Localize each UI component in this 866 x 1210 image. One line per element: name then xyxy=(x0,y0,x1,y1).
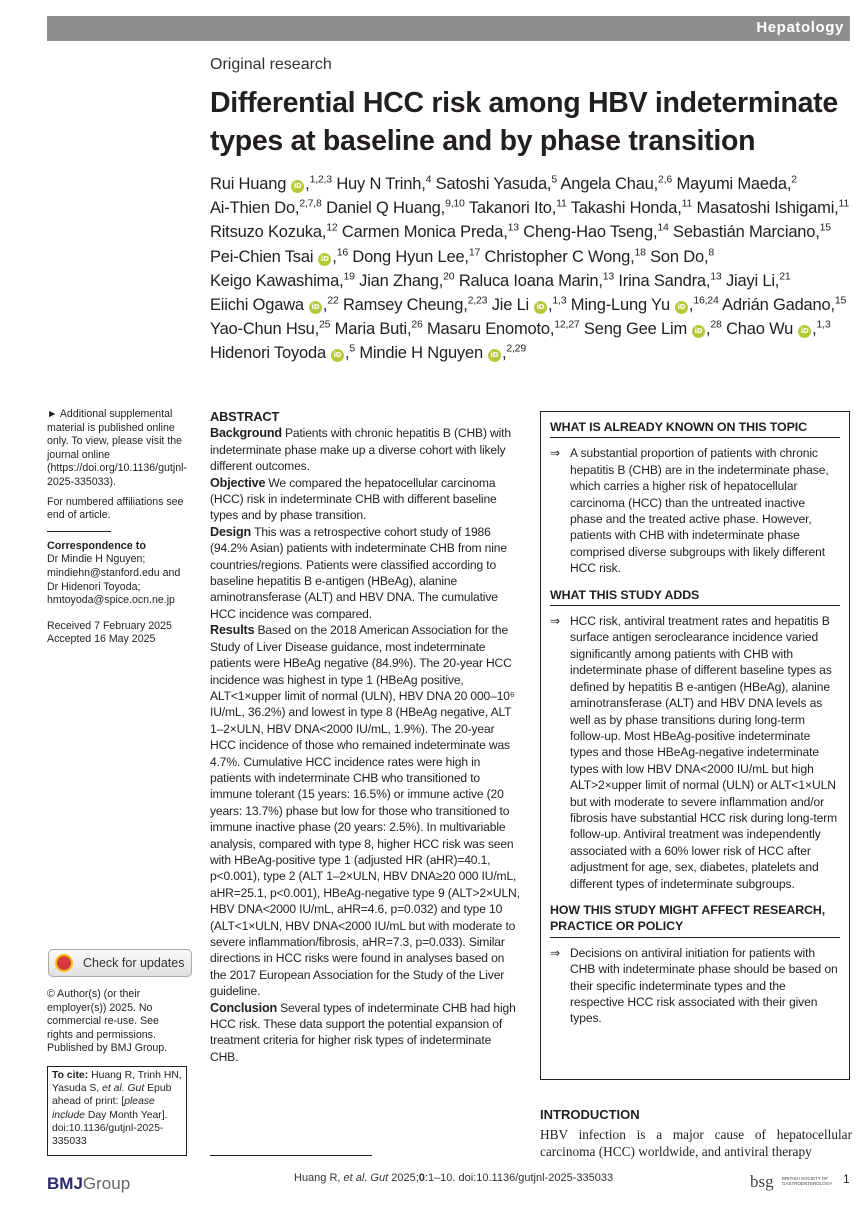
affiliation-number: 1,2,3 xyxy=(309,173,332,186)
orcid-icon[interactable]: iD xyxy=(488,349,501,362)
orcid-icon[interactable]: iD xyxy=(309,301,322,314)
affiliation-number: 2,7,8 xyxy=(299,197,322,210)
affiliation-number: 20 xyxy=(443,270,455,283)
affiliation-number: 28 xyxy=(710,318,722,331)
author-name[interactable]: Satoshi Yasuda xyxy=(435,175,547,193)
affiliation-number: 13 xyxy=(602,270,614,283)
cite-heading: To cite: xyxy=(52,1070,89,1081)
author-name[interactable]: Pei-Chien Tsai xyxy=(210,247,314,266)
abstract-section-heading: Results xyxy=(210,623,255,638)
orcid-icon[interactable]: iD xyxy=(692,325,705,338)
key-box-item-text: Decisions on antiviral initiation for patients with CHB with indeterminate phase should be based on their specific indeterminate types and the respective HCC risk associated with their given types. xyxy=(570,945,838,1026)
abstract xyxy=(210,409,522,1065)
affiliation-number: 5 xyxy=(349,342,355,355)
page-number: 1 xyxy=(843,1172,850,1186)
author-name[interactable]: Ai-Thien Do xyxy=(210,199,295,218)
orcid-icon[interactable]: iD xyxy=(318,253,331,266)
double-arrow-icon: ⇒ xyxy=(550,945,561,960)
crossmark-icon xyxy=(55,954,73,972)
author-name[interactable]: Takanori Ito xyxy=(468,199,552,218)
orcid-icon[interactable]: iD xyxy=(675,301,688,314)
key-messages-box xyxy=(540,411,850,1080)
affiliation-number: 16,24 xyxy=(693,294,719,307)
author-name[interactable]: Eiichi Ogawa xyxy=(210,296,304,315)
affiliation-number: 14 xyxy=(657,221,669,234)
divider xyxy=(47,531,111,532)
arrow-right-icon: ► xyxy=(47,408,58,420)
abstract-section-heading: Design xyxy=(210,524,252,539)
author-name[interactable]: Son Do xyxy=(650,247,704,266)
affiliation-number: 18 xyxy=(634,246,646,259)
author-name[interactable]: Carmen Monica Preda xyxy=(341,223,504,242)
affiliation-number: 16 xyxy=(336,246,348,259)
abstract-heading: ABSTRACT xyxy=(210,409,280,424)
abstract-section-text: Several types of indeterminate CHB had high HCC risk. These data support the potential expansion of treatment criteria for higher risk types of indeterminate CHB. xyxy=(210,1000,516,1064)
affiliation-number: 22 xyxy=(327,294,339,307)
received-date: Received 7 February 2025 xyxy=(47,619,172,632)
key-box-item xyxy=(550,945,840,1027)
orcid-icon[interactable]: iD xyxy=(291,180,304,193)
author-name[interactable]: Sebastián Marciano xyxy=(673,223,816,242)
affiliation-number: 9,10 xyxy=(445,197,465,210)
author-name[interactable]: Takashi Honda xyxy=(570,199,678,218)
affiliation-number: 8 xyxy=(708,246,714,259)
author-name[interactable]: Jian Zhang xyxy=(359,271,439,290)
abstract-section-heading: Conclusion xyxy=(210,1000,278,1015)
correspondence-text: Dr Mindie H Nguyen; mindiehn@stanford.edu and Dr Hidenori Toyoda; hmtoyoda@spice.ocn.ne.jp xyxy=(47,553,181,607)
cite-box: To cite: Huang R, Trinh HN, Yasuda S, et al. Gut Epub ahead of print: [please include Day Month Year]. doi:10.1136/gutjnl-2025-335033 xyxy=(47,1066,187,1156)
article-type: Original research xyxy=(210,56,332,73)
key-box-item-text: A substantial proportion of patients with chronic hepatitis B (CHB) are in the indeterminate phase, which carries a higher risk of hepatocellular carcinoma (HCC) than the untreated inactive phase and the treated active phase. However, patients with CHB with indeterminate phase comprised diverse subgroups with likely different HCC risk. xyxy=(570,446,829,576)
affiliation-number: 15 xyxy=(834,294,847,307)
supplemental-note: ► Additional supplemental material is published online only. To view, please visit the journal online (https://doi.org/10.1136/gutjnl-2025-335033). xyxy=(47,408,187,488)
copyright-note: © Author(s) (or their employer(s)) 2025. No commercial re-use. See rights and permissions. Published by BMJ Group. xyxy=(47,988,168,1055)
author-list: Rui Huang iD ,$^{1,2,3}$ Huy N Trinh,$^4$ Satoshi Yasuda,$^5$ Angela Chau,$^{2,6}$ Mayumi Maeda,$^2$ Ai-Thien Do,$^{2,7,8}$ Daniel Q Huang,$^{9,10}$ Takanori Ito,$^{11}$ Takashi Honda,$^{11}$ Masatoshi Ishigami,$^{11}$ Ritsuzo Kozuka,$^{12}$ Carmen Monica Preda,$^{13}$ Cheng-Hao Tseng,$^{14}$ Sebastián Marciano,$^{15}$ Pei-Chien Tsai iD ,$^{16}$ Dong Hyun Lee,$^{17}$ Christopher C Wong,$^{18}$ Son Do,$^8$ Keigo Kawashima,$^{19}$ Jian Zhang,$^{20}$ Raluca Ioana Marin,$^{13}$ Irina Sandra,$^{13}$ Jiayi Li,$^{21}$ Eiichi Ogawa iD ,$^{22}$ Ramsey Cheung,$^{2,23}$ Jie Li iD ,$^{1,3}$ Ming-Lung Yu iD ,$^{16,24}$ Adrián Gadano,$^{15}$ Yao-Chun Hsu,$^{25}$ Maria Buti,$^{26}$ Masaru Enomoto,$^{12,27}$ Seng Gee Lim iD ,$^{28}$ Chao Wu iD ,$^{1,3}$ Hidenori Toyoda iD ,$^5$ Mindie H Nguyen iD ,$^{2,29}$ xyxy=(210,173,850,363)
introduction-text: HBV infection is a major cause of hepatocellular carcinoma (HCC) worldwide, and antiviral therapy xyxy=(540,1127,852,1160)
author-name[interactable]: Angela Chau xyxy=(560,175,654,193)
correspondence xyxy=(47,540,187,608)
author-name[interactable]: Hidenori Toyoda xyxy=(210,344,326,363)
author-name[interactable]: Seng Gee Lim xyxy=(583,320,687,339)
key-box-heading: HOW THIS STUDY MIGHT AFFECT RESEARCH, PRACTICE OR POLICY xyxy=(550,899,840,938)
author-name[interactable]: Huy N Trinh xyxy=(336,175,422,193)
abstract-section xyxy=(210,1000,522,1066)
abstract-section xyxy=(210,425,522,474)
author-name[interactable]: Rui Huang xyxy=(210,175,287,193)
author-name[interactable]: Ming-Lung Yu xyxy=(570,296,670,315)
affiliation-number: 21 xyxy=(779,270,791,283)
bsg-society-name: BRITISH SOCIETY OF GASTROENTEROLOGY xyxy=(782,1176,833,1186)
bsg-logo: bsg xyxy=(750,1172,774,1191)
author-name[interactable]: Jiayi Li xyxy=(725,271,775,290)
key-box-heading: WHAT THIS STUDY ADDS xyxy=(550,584,840,606)
affiliation-number: 2 xyxy=(791,173,797,186)
affiliation-number: 2,6 xyxy=(658,173,673,186)
check-for-updates-button[interactable] xyxy=(48,949,192,977)
affiliation-number: 15 xyxy=(819,221,831,234)
journal-section-label: Hepatology xyxy=(756,19,844,36)
author-name[interactable]: Mayumi Maeda xyxy=(676,175,787,193)
affiliation-number: 4 xyxy=(425,173,432,186)
abstract-section xyxy=(210,475,522,524)
author-name[interactable]: Ritsuzo Kozuka xyxy=(210,223,322,242)
abstract-section-heading: Background xyxy=(210,426,282,441)
author-name[interactable]: Masaru Enomoto xyxy=(427,320,550,339)
bmj-group-logo: BMJGroup xyxy=(47,1174,131,1193)
orcid-icon[interactable]: iD xyxy=(331,349,344,362)
author-name[interactable]: Maria Buti xyxy=(334,320,407,339)
double-arrow-icon: ⇒ xyxy=(550,446,561,461)
affiliation-number: 17 xyxy=(468,246,481,259)
affiliation-number: 1,3 xyxy=(552,294,567,307)
introduction-heading: INTRODUCTION xyxy=(540,1107,640,1122)
affiliation-number: 19 xyxy=(343,270,355,283)
affiliations-note: For numbered affiliations see end of article. xyxy=(47,495,184,522)
author-name[interactable]: Keigo Kawashima xyxy=(210,271,340,290)
abstract-section xyxy=(210,622,522,999)
author-name[interactable]: Cheng-Hao Tseng xyxy=(523,223,653,242)
affiliation-number: 11 xyxy=(681,197,693,210)
journal-section-bar xyxy=(47,16,850,41)
affiliation-number: 11 xyxy=(838,197,850,210)
abstract-section-text: Based on the 2018 American Association for the Study of Liver Disease guidance, most indeterminate patients were HBeAg negative (84.9%). The 20-year HCC incidence was highest in type 1 (HBeAg positive, ALT<1×upper limit of normal (ULN), HBV DNA 20 000–10⁶ IU/mL, 36.2%) and lowest in type 8 (HBeAg negative, ALT 1–2×ULN, HBV DNA<2000 IU/mL, 1.9%). The 20-year HCC incidence of those who remained indeterminate was 4.7%. Cumulative HCC incidence rates were high in patients with indeterminate CHB who transitioned to immune tolerant (15 years: 16.5%) or immune active (20 years: 13.7%) phase but low for those who transitioned to immune inactive phase (20 years: 2.5%). In multivariable analysis, compared with type 8, higher HCC risk was seen with HBeAg-positive type 1 (adjusted HR (aHR)=40.1, p<0.001), type 2 (ALT 1–2×ULN, HBV DNA≥20 000 IU/mL, aHR=25.1, p<0.001), HBeAg-negative type 9 (ALT>2×ULN, HBV DNA<2000 IU/mL, aHR=4.6, p=0.032) and type 10 (ALT<1×ULN, HBV DNA<2000 IU/mL but with moderate to severe inflammation/fibrosis, aHR=7.3, p=0.033). Similar directions in HCC risks were found in analyses based on the 2017 European Association for the Study of the Liver guideline. xyxy=(210,623,520,999)
author-name[interactable]: Daniel Q Huang xyxy=(326,199,441,218)
affiliation-number: 5 xyxy=(551,173,557,186)
affiliation-number: 1,3 xyxy=(816,318,831,331)
abstract-section-text: Patients with chronic hepatitis B (CHB) with indeterminate phase make up a diverse cohort with likely different outcomes. xyxy=(210,426,511,474)
article-title: Differential HCC risk among HBV indeterminate types at baseline and by phase transition xyxy=(210,87,838,157)
author-name[interactable]: Yao-Chun Hsu xyxy=(210,320,315,339)
affiliation-number: 2,29 xyxy=(506,342,526,355)
correspondence-heading: Correspondence to xyxy=(47,539,146,552)
author-name[interactable]: Dong Hyun Lee xyxy=(352,247,465,266)
author-name[interactable]: Adrián Gadano xyxy=(722,296,831,315)
author-name[interactable]: Jie Li xyxy=(491,296,530,315)
affiliation-number: 2,23 xyxy=(467,294,488,307)
author-name[interactable]: Mindie H Nguyen xyxy=(359,344,483,363)
author-name[interactable]: Masatoshi Ishigami xyxy=(696,199,835,218)
abstract-section-heading: Objective xyxy=(210,475,266,490)
orcid-icon[interactable]: iD xyxy=(798,325,811,338)
key-box-heading: WHAT IS ALREADY KNOWN ON THIS TOPIC xyxy=(550,416,840,438)
author-name[interactable]: Ramsey Cheung xyxy=(342,296,464,315)
affiliation-number: 13 xyxy=(710,270,722,283)
affiliation-number: 12 xyxy=(326,221,338,234)
author-name[interactable]: Irina Sandra xyxy=(618,271,706,290)
double-arrow-icon: ⇒ xyxy=(550,614,561,629)
accepted-date: Accepted 16 May 2025 xyxy=(47,633,156,646)
author-name[interactable]: Christopher C Wong xyxy=(484,247,631,266)
key-box-item-text: HCC risk, antiviral treatment rates and hepatitis B surface antigen seroclearance incidence varied significantly among patients with CHB with indeterminate phase of different baseline types as defined by hepatitis B e-antigen (HBeAg), alanine aminotransferase (ALT) and HBV DNA levels as well as by phase transitions during long-term follow-up. Most HBeAg-positive indeterminate types and those HBeAg-negative indeterminate types with low HBV DNA<2000 IU/mL but high ALT>2×upper limit of normal (ULN) or ALT<1×ULN but with moderate to severe inflammation and/or fibrosis have substantial HCC risk during long-term follow-up. Antiviral treatment was independently associated with a 60% lower risk of HCC after adjustment for age, sex, diabetes, platelets and different types of indeterminate subgroups. xyxy=(570,614,838,891)
author-name[interactable]: Chao Wu xyxy=(726,320,794,339)
affiliation-number: 25 xyxy=(319,318,331,331)
check-for-updates-label: Check for updates xyxy=(83,956,185,970)
abstract-section-text: We compared the hepatocellular carcinoma (HCC) risk in indeterminate CHB with different baseline types and by phase transition. xyxy=(210,475,497,523)
abstract-section xyxy=(210,524,522,622)
sidebar xyxy=(47,408,187,653)
key-box-item xyxy=(550,445,840,576)
orcid-icon[interactable]: iD xyxy=(534,301,547,314)
key-box-item xyxy=(550,613,840,892)
affiliation-number: 11 xyxy=(556,197,567,210)
author-name[interactable]: Raluca Ioana Marin xyxy=(458,271,599,290)
affiliation-number: 12,27 xyxy=(554,318,580,331)
affiliation-number: 26 xyxy=(411,318,423,331)
footer-citation: Huang R, et al. Gut 2025;0:1–10. doi:10.1136/gutjnl-2025-335033 xyxy=(294,1172,614,1184)
affiliation-number: 13 xyxy=(507,221,519,234)
abstract-end-rule xyxy=(210,1155,372,1156)
abstract-section-text: This was a retrospective cohort study of 1986 (94.2% Asian) patients with indeterminate CHB from nine countries/regions. Patients were classified according to baseline hepatitis B e-antigen (HBeAg), alanine aminotransferase (ALT) and HBV DNA. The cumulative HCC incidence was compared. xyxy=(210,524,507,621)
